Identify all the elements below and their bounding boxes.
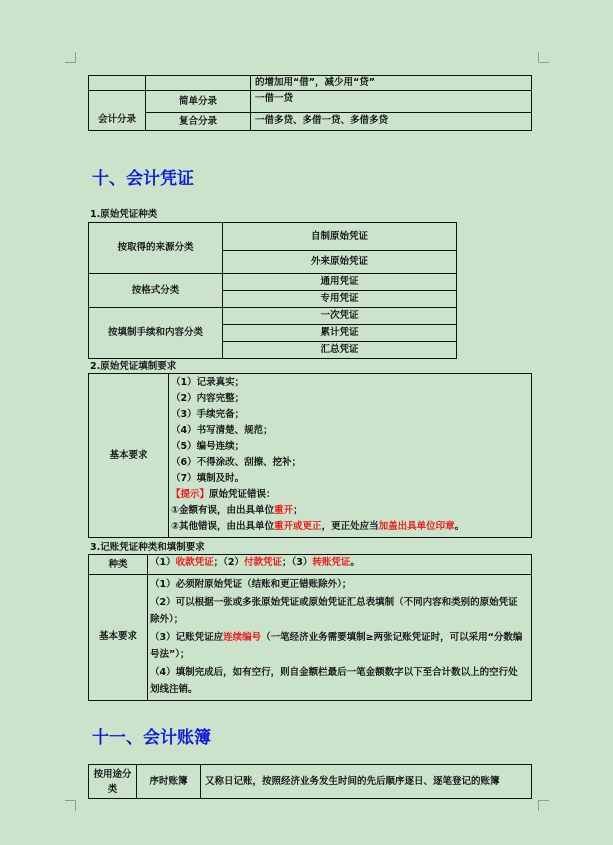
group-label: 按格式分类 xyxy=(89,274,223,308)
requirement: （5）编号连续； xyxy=(171,441,245,452)
cell: 一次凭证 xyxy=(223,308,457,325)
journal-entry-table xyxy=(88,75,532,131)
requirement xyxy=(150,629,527,664)
corner-mark xyxy=(538,52,549,63)
highlight: 连续编号 xyxy=(223,631,262,643)
group-label: 按填制手续和内容分类 xyxy=(89,308,223,359)
cell: 序时账簿 xyxy=(137,765,201,799)
cell: 的增加用“借”，减少用“贷” xyxy=(251,76,532,91)
corner-mark xyxy=(65,52,76,63)
requirement: （4）填制完成后，如有空行，则自金额栏最后一笔金额数字以下至合计数以上的空行处划线注销。 xyxy=(150,666,518,695)
error-rule xyxy=(171,503,527,519)
cell: 专用凭证 xyxy=(223,291,457,308)
subheading: 1.原始凭证种类 xyxy=(90,209,158,220)
cell: 外来原始凭证 xyxy=(223,251,457,274)
text: （1） xyxy=(150,557,176,568)
tip xyxy=(171,487,527,503)
requirement: （2）内容完整； xyxy=(171,393,245,404)
cell: 累计凭证 xyxy=(223,325,457,342)
requirement: （1）必须附原始凭证（结账和更正错账除外）； xyxy=(150,579,352,590)
cell: 一借多贷、多借一贷、多借多贷 xyxy=(251,113,532,131)
highlight: 收款凭证 xyxy=(175,557,214,568)
text: ②其他错误，由出具单位 xyxy=(171,521,275,532)
group-label: 按取得的来源分类 xyxy=(89,223,223,274)
requirement: （3）手续完备； xyxy=(171,409,245,420)
group-label: 按用途分类 xyxy=(89,765,137,799)
highlight: 重开或更正 xyxy=(274,521,322,532)
text: （一笔经济业务需要填制≥两张记账凭证时，可以采用“分数编号法”）； xyxy=(150,631,523,660)
text: （3）记账凭证应 xyxy=(150,631,224,643)
bookkeeping-voucher-table xyxy=(88,554,532,701)
row-label: 基本要求 xyxy=(89,374,169,538)
error-rule xyxy=(171,519,527,535)
row-label: 基本要求 xyxy=(89,575,148,701)
requirement: （1）记录真实； xyxy=(171,377,245,388)
source-voucher-requirements-table xyxy=(88,373,532,538)
ledger-table xyxy=(88,764,532,799)
group-label: 会计分录 xyxy=(89,91,146,131)
requirement: （2）可以根据一张或多张原始凭证或原始凭证汇总表填制（不同内容和类别的原始凭证除外）； xyxy=(150,596,518,625)
section-heading: 十、会计凭证 xyxy=(92,169,194,189)
requirement: （6）不得涂改、刮擦、挖补； xyxy=(171,457,302,468)
cell: 通用凭证 xyxy=(223,274,457,291)
requirement: （7）填制及时。 xyxy=(171,473,245,484)
text: 。 xyxy=(350,557,360,568)
section-heading: 十一、会计账簿 xyxy=(92,728,211,748)
cell: 简单分录 xyxy=(146,91,251,113)
tip-tag: 【提示】 xyxy=(171,489,210,500)
cell: 自制原始凭证 xyxy=(223,223,457,251)
highlight: 付款凭证 xyxy=(244,557,283,568)
cell: 一借一贷 xyxy=(251,91,532,113)
source-voucher-types-table xyxy=(88,222,457,359)
cell: 汇总凭证 xyxy=(223,342,457,359)
highlight: 转账凭证 xyxy=(312,557,351,568)
corner-mark xyxy=(538,800,549,811)
subheading: 3.记账凭证种类和填制要求 xyxy=(90,542,205,553)
text: ，更正处应当 xyxy=(321,521,379,532)
corner-mark xyxy=(65,800,76,811)
highlight: 重开 xyxy=(274,505,294,516)
subheading: 2.原始凭证填制要求 xyxy=(90,361,177,372)
text: ；（2） xyxy=(213,557,245,568)
highlight: 加盖出具单位印章 xyxy=(378,521,455,532)
text: 。 xyxy=(454,521,465,532)
text: ；（3） xyxy=(282,557,313,568)
cell: 复合分录 xyxy=(146,113,251,131)
row-label: 种类 xyxy=(89,555,148,575)
cell: 又称日记账，按照经济业务发生时间的先后顺序逐日、逐笔登记的账簿 xyxy=(201,765,532,799)
tip-text: 原始凭证错误： xyxy=(209,489,276,500)
text: ①金额有误，由出具单位 xyxy=(171,505,275,516)
requirement: （4）书写清楚、规范； xyxy=(171,425,273,436)
text: ； xyxy=(293,505,303,516)
